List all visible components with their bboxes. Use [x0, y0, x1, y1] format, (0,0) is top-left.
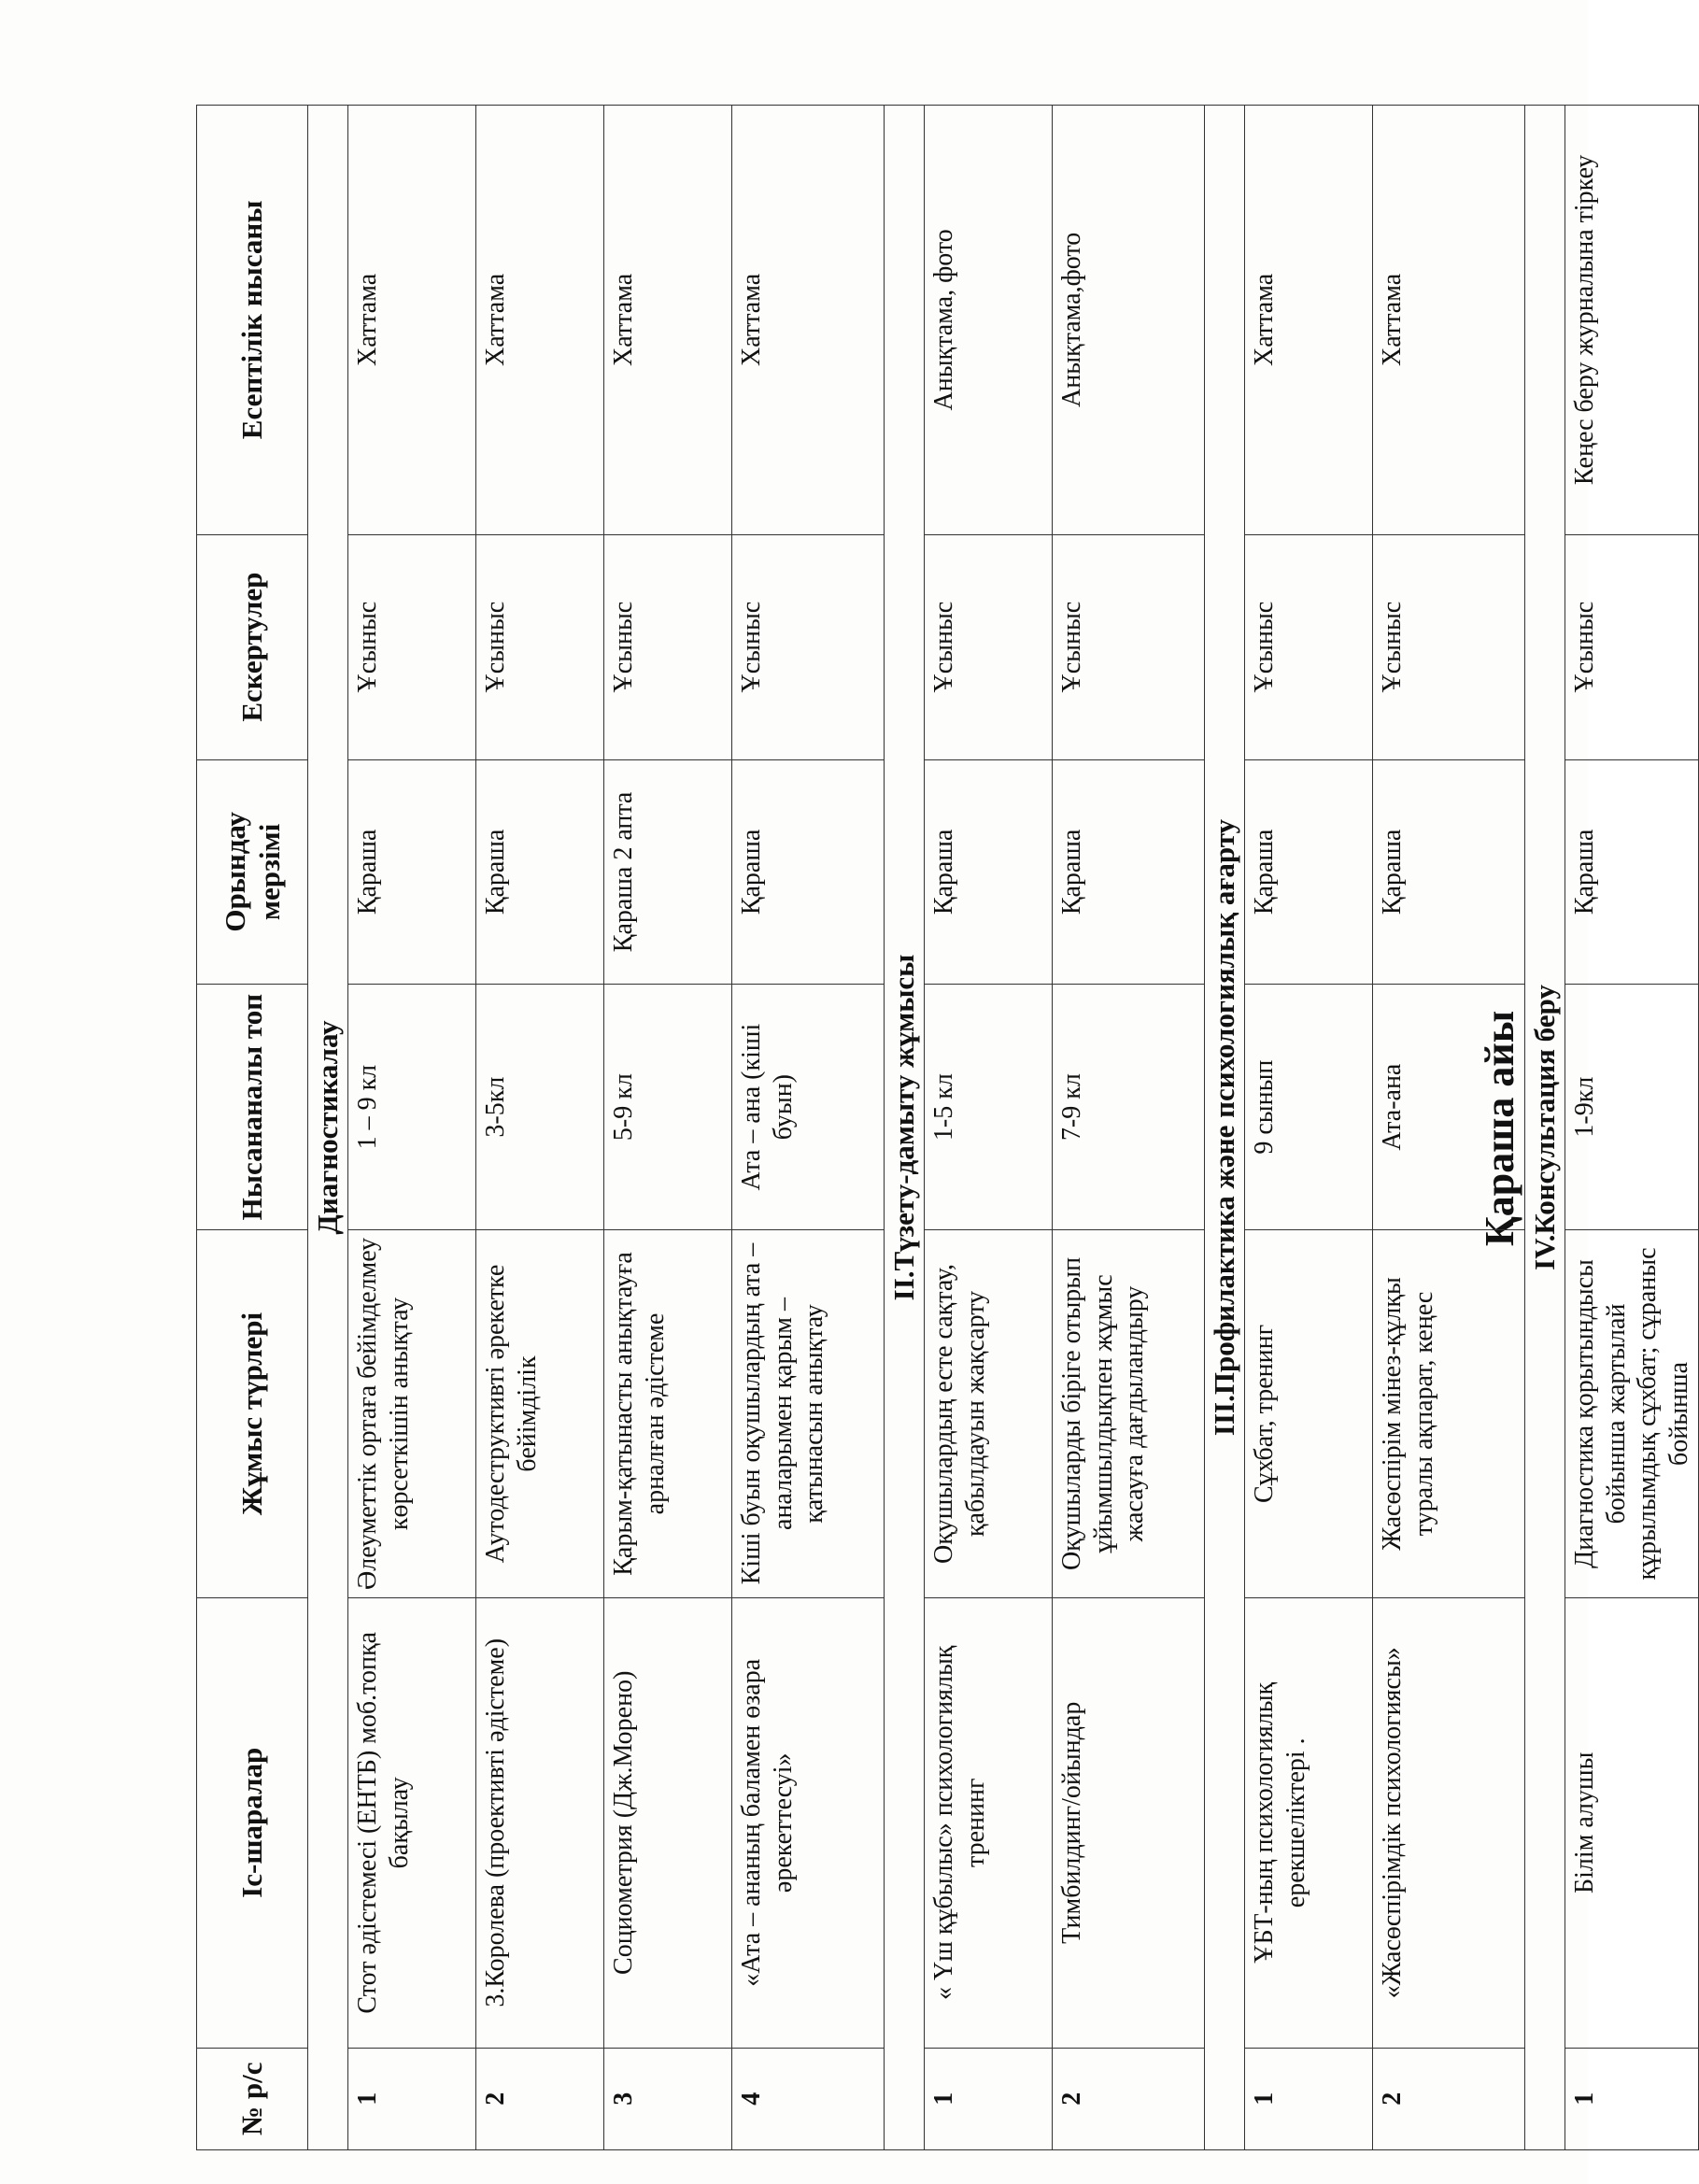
cell-event: ҰБТ-ның психологиялық ерекшеліктері . [1245, 1597, 1373, 2048]
cell-target-group: Ата-ана [1373, 985, 1525, 1230]
rotated-sheet [131, 73, 1693, 2184]
cell-event: «Ата – ананың баламен өзара әрекеттесуі» [732, 1597, 885, 2048]
table-row [1053, 106, 1205, 2150]
cell-notes: Ұсыныс [476, 534, 604, 759]
cell-number: 2 [1373, 2048, 1525, 2149]
cell-work-type: Аутодеструктивті әрекетке бейімділік [476, 1229, 604, 1597]
cell-event: Тимбилдинг/ойындар [1053, 1597, 1205, 2048]
table-row [732, 106, 885, 2150]
cell-target-group: 1 – 9 кл [348, 985, 476, 1230]
col-header-event: Іс-шаралар [197, 1597, 308, 2048]
work-plan-table [196, 105, 1699, 2150]
cell-target-group: 7-9 кл [1053, 985, 1205, 1230]
cell-report: Хаттама [732, 106, 885, 535]
cell-work-type: Диагностика қорытындысы бойынша жартылай құрылымдық сұхбат; сұраныс бойынша [1565, 1229, 1699, 1597]
cell-target-group: 5-9 кл [604, 985, 732, 1230]
cell-notes: Ұсыныс [1053, 534, 1205, 759]
cell-notes: Ұсыныс [1373, 534, 1525, 759]
cell-number: 4 [732, 2048, 885, 2149]
cell-notes: Ұсыныс [925, 534, 1053, 759]
section-heading: ІІІ.Профилактика және психологиялық ағарту [1205, 106, 1245, 2150]
cell-deadline: Қараша 2 апта [604, 759, 732, 985]
cell-event: Социометрия (Дж.Морено) [604, 1597, 732, 2048]
cell-number: 2 [476, 2048, 604, 2149]
header-row [197, 106, 308, 2150]
cell-report: Кеңес беру журналына тіркеу [1565, 106, 1699, 535]
col-header-number: № р/с [197, 2048, 308, 2149]
cell-notes: Ұсыныс [732, 534, 885, 759]
cell-notes: Ұсыныс [1565, 534, 1699, 759]
section-heading: ІІ.Түзету-дамыту жұмысы [885, 106, 925, 2150]
col-header-report: Есептілік нысаны [197, 106, 308, 535]
cell-event: «Жасөспірімдік психологиясы» [1373, 1597, 1525, 2048]
section-heading: ІV.Консультация беру [1525, 106, 1565, 2150]
cell-work-type: Сұхбат, тренинг [1245, 1229, 1373, 1597]
cell-deadline: Қараша [732, 759, 885, 985]
cell-event: 3.Королева (проективті әдістеме) [476, 1597, 604, 2048]
cell-number: 1 [925, 2048, 1053, 2149]
section-heading-row [308, 106, 348, 2150]
cell-report: Анықтама,фото [1053, 106, 1205, 535]
cell-work-type: Оқушыларды біріге отырып ұйымшылдықпен жұмыс жасауға дағдыландыру [1053, 1229, 1205, 1597]
page-title: Қараша айы [1477, 1010, 1522, 1247]
cell-event: Білім алушы [1565, 1597, 1699, 2048]
section-heading-row [1205, 106, 1245, 2150]
cell-number: 2 [1053, 2048, 1205, 2149]
cell-target-group: 3-5кл [476, 985, 604, 1230]
cell-number: 3 [604, 2048, 732, 2149]
cell-deadline: Қараша [1565, 759, 1699, 985]
cell-notes: Ұсыныс [1245, 534, 1373, 759]
cell-report: Анықтама, фото [925, 106, 1053, 535]
section-heading-row [885, 106, 925, 2150]
cell-report: Хаттама [476, 106, 604, 535]
section-heading-row [1525, 106, 1565, 2150]
cell-event: « Үш құбылыс» психологиялық тренинг [925, 1597, 1053, 2048]
table-row [1245, 106, 1373, 2150]
cell-target-group: 1-9кл [1565, 985, 1699, 1230]
cell-deadline: Қараша [1245, 759, 1373, 985]
cell-deadline: Қараша [925, 759, 1053, 985]
cell-target-group: Ата – ана (кіші буын) [732, 985, 885, 1230]
table-row [476, 106, 604, 2150]
cell-notes: Ұсыныс [348, 534, 476, 759]
cell-deadline: Қараша [476, 759, 604, 985]
col-header-target-group: Нысананалы топ [197, 985, 308, 1230]
col-header-deadline: Орындау мерзімі [197, 759, 308, 985]
cell-report: Хаттама [604, 106, 732, 535]
table-row [1565, 106, 1699, 2150]
col-header-work-type: Жұмыс түрлері [197, 1229, 308, 1597]
cell-target-group: 1-5 кл [925, 985, 1053, 1230]
cell-work-type: Жасөспірім мінез-құлқы туралы ақпарат, кеңес [1373, 1229, 1525, 1597]
cell-notes: Ұсыныс [604, 534, 732, 759]
cell-number: 1 [348, 2048, 476, 2149]
col-header-notes: Ескертулер [197, 534, 308, 759]
cell-work-type: Оқушылардың есте сақтау, қабылдауын жақсарту [925, 1229, 1053, 1597]
table-row [348, 106, 476, 2150]
cell-deadline: Қараша [348, 759, 476, 985]
cell-report: Хаттама [1373, 106, 1525, 535]
cell-work-type: Қарым-қатынасты анықтауға арналған әдістеме [604, 1229, 732, 1597]
cell-target-group: 9 сынып [1245, 985, 1373, 1230]
table-row [925, 106, 1053, 2150]
cell-deadline: Қараша [1373, 759, 1525, 985]
table-row [1373, 106, 1525, 2150]
cell-work-type: Әлеуметтік ортаға бейімделмеу көрсеткішін анықтау [348, 1229, 476, 1597]
cell-deadline: Қараша [1053, 759, 1205, 985]
cell-work-type: Кіші буын оқушылардың ата – аналарымен қарым – қатынасын анықтау [732, 1229, 885, 1597]
section-heading: Диагностикалау [308, 106, 348, 2150]
table-row [604, 106, 732, 2150]
cell-event: Стот әдістемесі (ЕНТБ) моб.топқа бақылау [348, 1597, 476, 2048]
cell-number: 1 [1245, 2048, 1373, 2149]
cell-report: Хаттама [1245, 106, 1373, 535]
cell-number: 1 [1565, 2048, 1699, 2149]
cell-report: Хаттама [348, 106, 476, 535]
